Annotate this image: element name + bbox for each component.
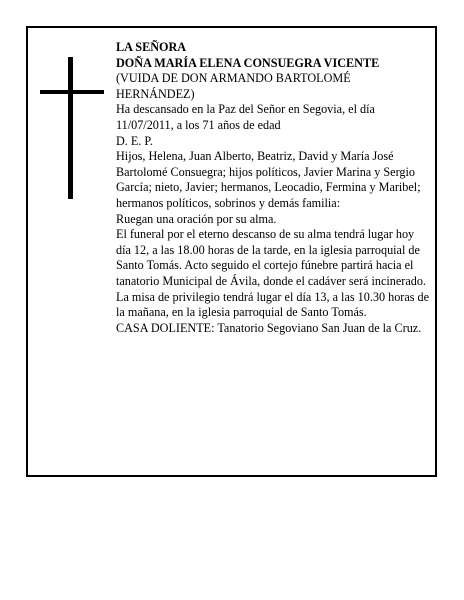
obituary-notice: [26, 26, 437, 477]
widow-line: (VUIDA DE DON ARMANDO BARTOLOMÉ HERNÁNDEZ): [116, 71, 351, 101]
funeral-details: El funeral por el eterno descanso de su alma tendrá lugar hoy día 12, a las 18.00 horas de la tarde, en la iglesia parroquial de Santo Tomás. Acto seguido el cortejo fúnebre partirá hacia el tanatorio Municipal de Ávila, donde el cadáver será incinerado.: [116, 227, 426, 288]
family-list: Hijos, Helena, Juan Alberto, Beatriz, David y María José Bartolomé Consuegra; hijos políticos, Javier Marina y Sergio García; nieto, Javier; hermanos, Leocadio, Fermina y Maribel; hermanos políticos, sobrinos y demás familia:: [116, 149, 421, 210]
mass-details: La misa de privilegio tendrá lugar el día 13, a las 10.30 horas de la mañana, en la iglesia parroquial de Santo Tomás.: [116, 289, 430, 320]
notice-text-block: [116, 40, 431, 336]
cross-vertical-bar: [68, 57, 73, 199]
prayer-request: Ruegan una oración por su alma.: [116, 211, 277, 226]
cross-icon: [40, 57, 104, 199]
deceased-name: DOÑA MARÍA ELENA CONSUEGRA VICENTE: [116, 55, 380, 70]
mourning-house: CASA DOLIENTE: Tanatorio Segoviano San Juan de la Cruz.: [116, 320, 422, 335]
dep-line: D. E. P.: [116, 133, 153, 148]
cross-horizontal-bar: [40, 90, 104, 94]
death-statement: Ha descansado en la Paz del Señor en Segovia, el día 11/07/2011, a los 71 años de edad: [116, 102, 375, 132]
notice-title: LA SEÑORA: [116, 40, 187, 54]
